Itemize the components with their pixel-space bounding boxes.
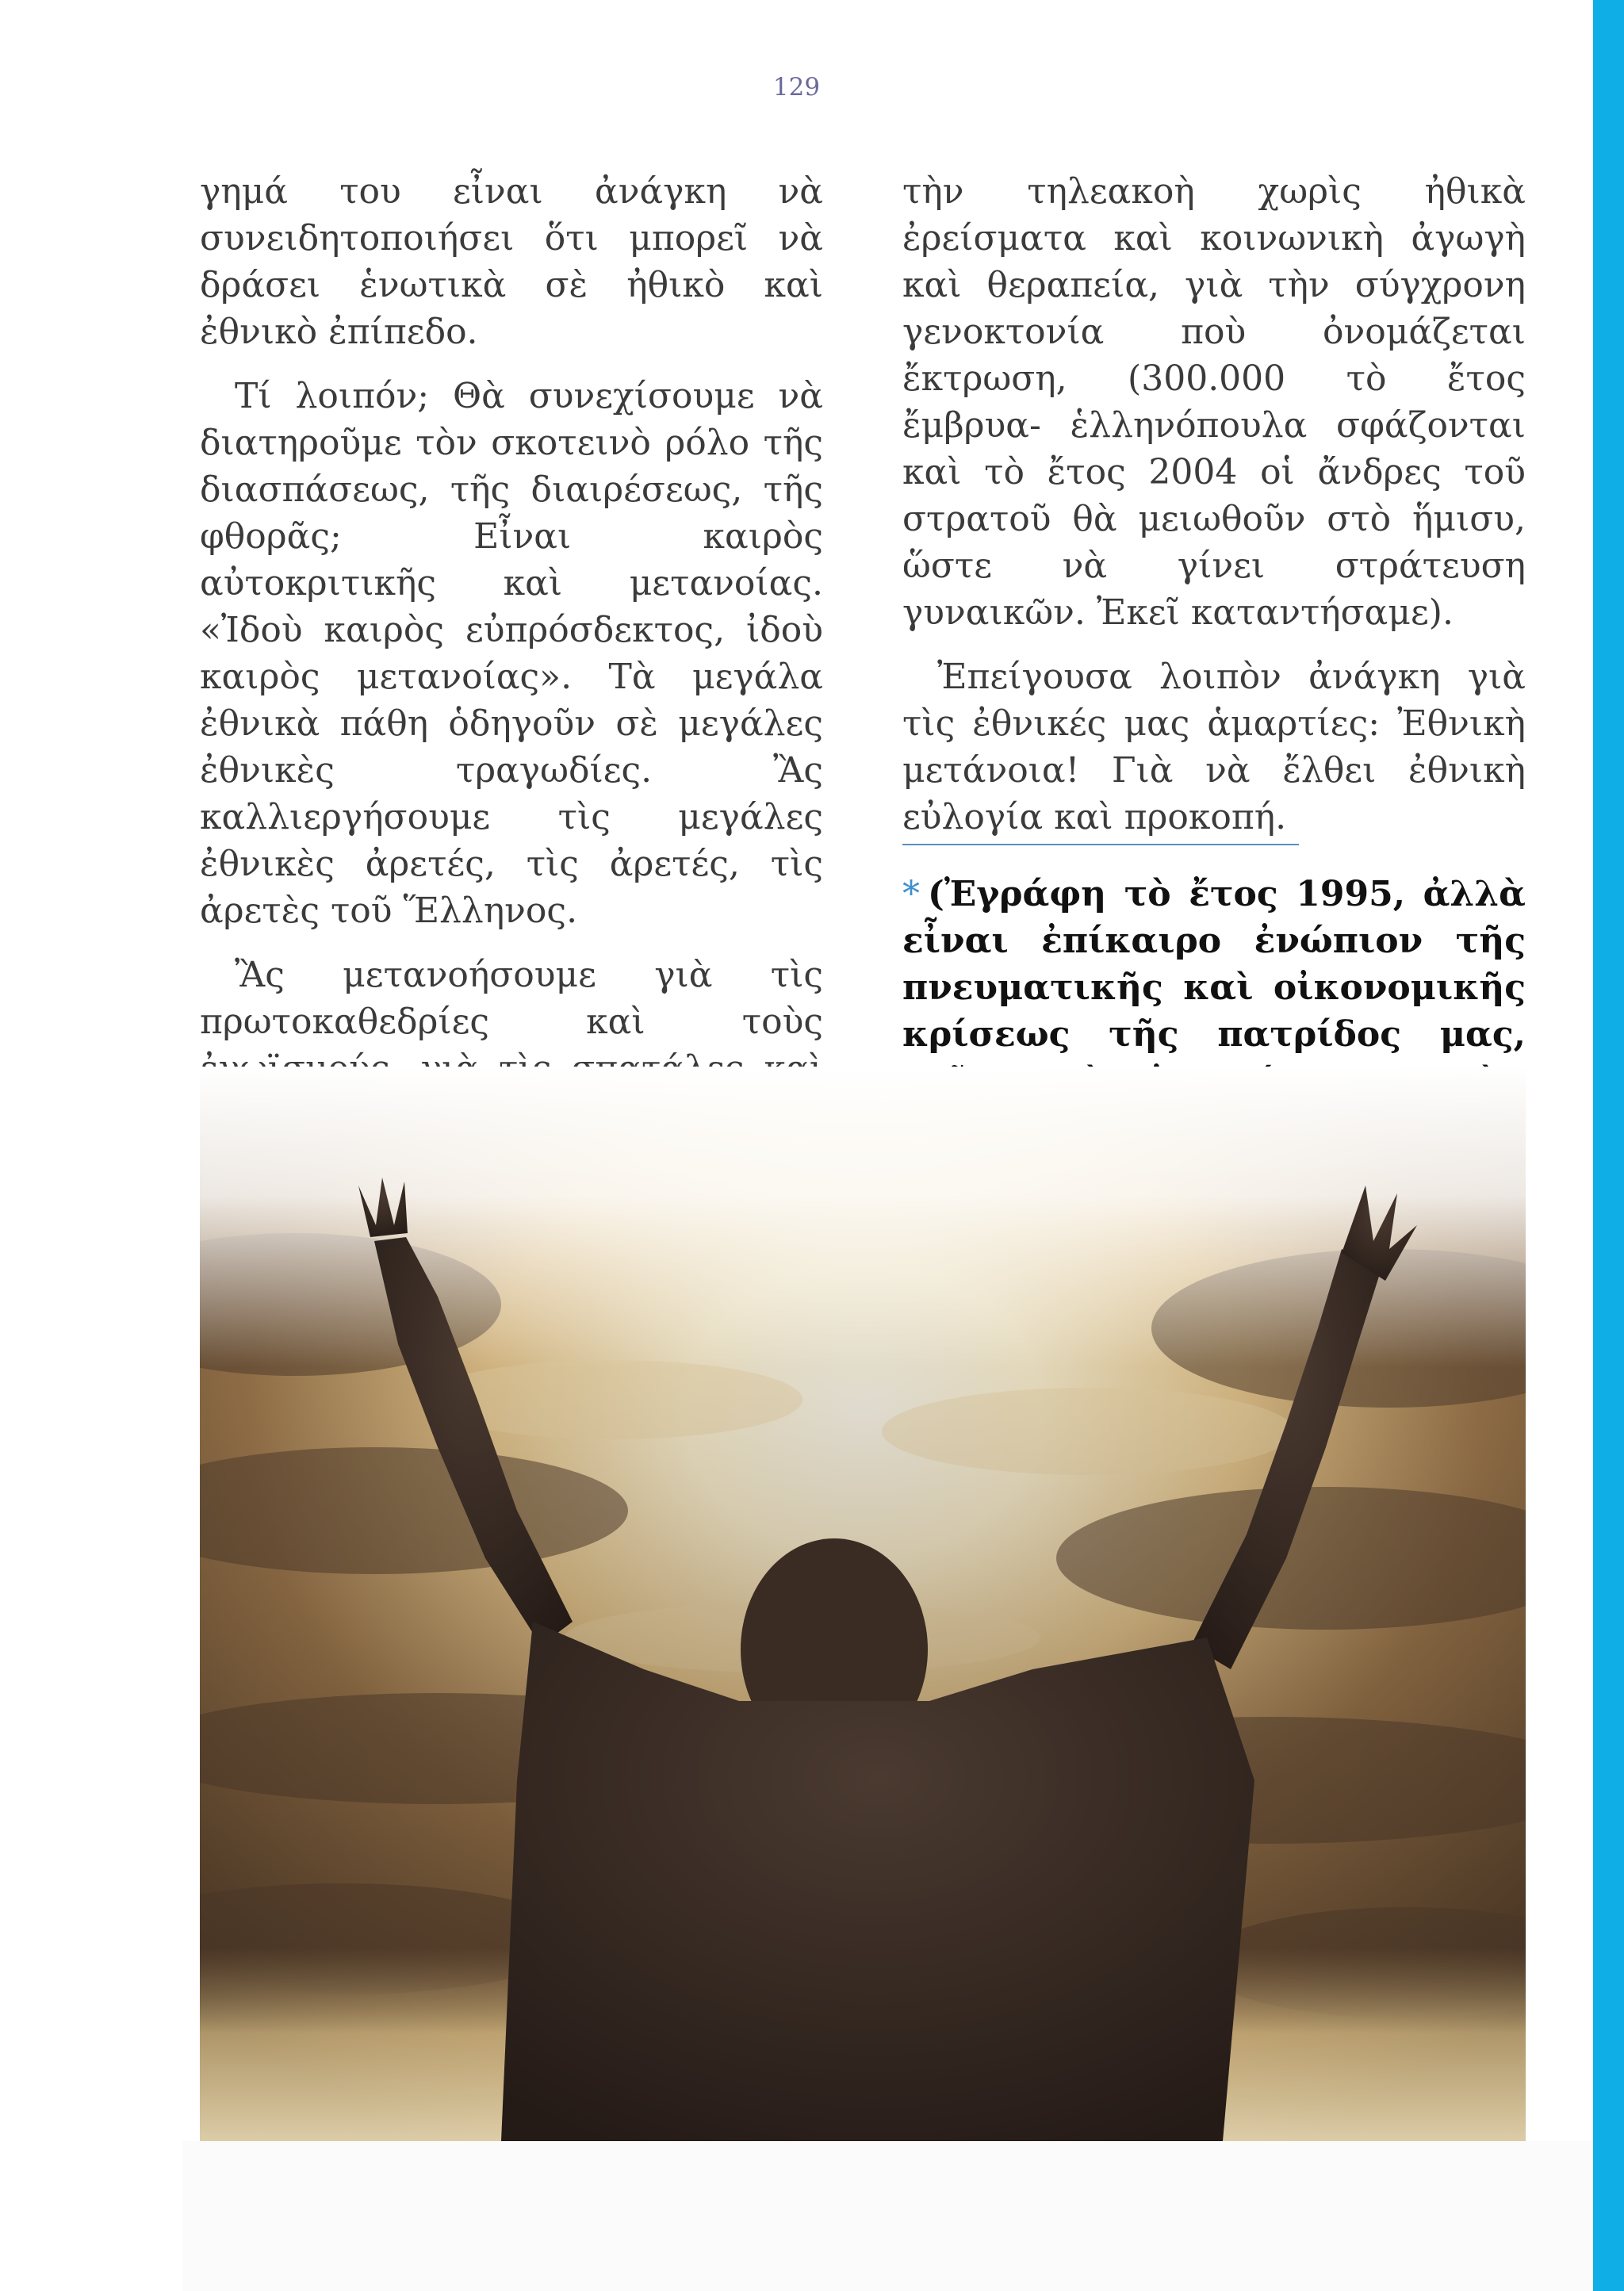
paragraph: Ἐπείγουσα λοιπὸν ἀνάγκη γιὰ τὶς ἐθνικές μας ἁμαρτίες: Ἐθνικὴ μετάνοια! Γιὰ νὰ ἔλθει ἐθνικὴ εὐλογία καὶ προκοπή. — [902, 657, 1526, 837]
paragraph: Ἂς μετανοήσουμε γιὰ τὶς πρωτοκαθεδρίες καὶ τοὺς — [200, 955, 823, 1042]
footnote-divider — [902, 844, 1299, 845]
side-accent-bar — [1593, 0, 1624, 2291]
footnote-text: (Ἐγράφη τὸ ἔτος 1995, ἀλλὰ εἶναι ἐπίκαιρο ἐνώπιον τῆς πνευματικῆς καὶ οἰκονομικῆς κρίσεως τῆς πατρίδος μας, — [902, 874, 1526, 1055]
paragraph: Τί λοιπόν; Θὰ συνεχίσουμε νὰ διατηροῦμε τὸν σκοτεινὸ ρόλο τῆς διασπάσεως, τῆς διαιρέσεως, τῆς φθορᾶς; Εἶναι καιρὸς αὐτοκριτικῆς καὶ μετανοίας. «Ἰδοὺ καιρὸς εὐπρόσδεκτος, ἰδοὺ καιρὸς μετανοίας». Τὰ μεγάλα ἐθνικὰ πάθη ὁδηγοῦν σὲ μεγάλες ἐθνικὲς τραγωδίες. Ἂς καλλιεργήσουμε τὶς μεγάλες ἐθνικὲς ἀρετές, τὶς ἀρετές, τὶς ἀρετὲς τοῦ Ἕλληνος. — [200, 376, 823, 931]
page-number: 129 — [772, 73, 821, 102]
right-text-column — [902, 168, 1526, 858]
paragraph: τὴν τηλεακοὴ χωρὶς ἠθικὰ ἐρείσματα καὶ κοινωνικὴ ἀγωγὴ καὶ θεραπεία, γιὰ τὴν σύγχρονη γενοκτονία ποὺ ὀνομάζεται ἔκτρωση, (300.000 τὸ ἔτος ἔμβρυα- ἑλληνόπουλα σφάζονται καὶ τὸ ἔτος 2004 οἱ ἄνδρες τοῦ στρατοῦ θὰ μειωθοῦν στὸ ἥμισυ, ὥστε νὰ γίνει στράτευση γυναικῶν. Ἐκεῖ καταντήσαμε). — [902, 171, 1526, 633]
page-bottom-margin — [182, 2141, 1593, 2291]
footnote-marker: * — [902, 874, 920, 914]
paragraph: γημά του εἶναι ἀνάγκη νὰ συνειδητοποιήσει ὅτι μπορεῖ νὰ δράσει ἑνωτικὰ σὲ ἠθικὸ καὶ ἐθνικὸ ἐπίπεδο. — [200, 171, 823, 352]
sky-photo-illustration — [200, 1067, 1526, 2141]
photo-man-raising-arms — [200, 1067, 1526, 2141]
